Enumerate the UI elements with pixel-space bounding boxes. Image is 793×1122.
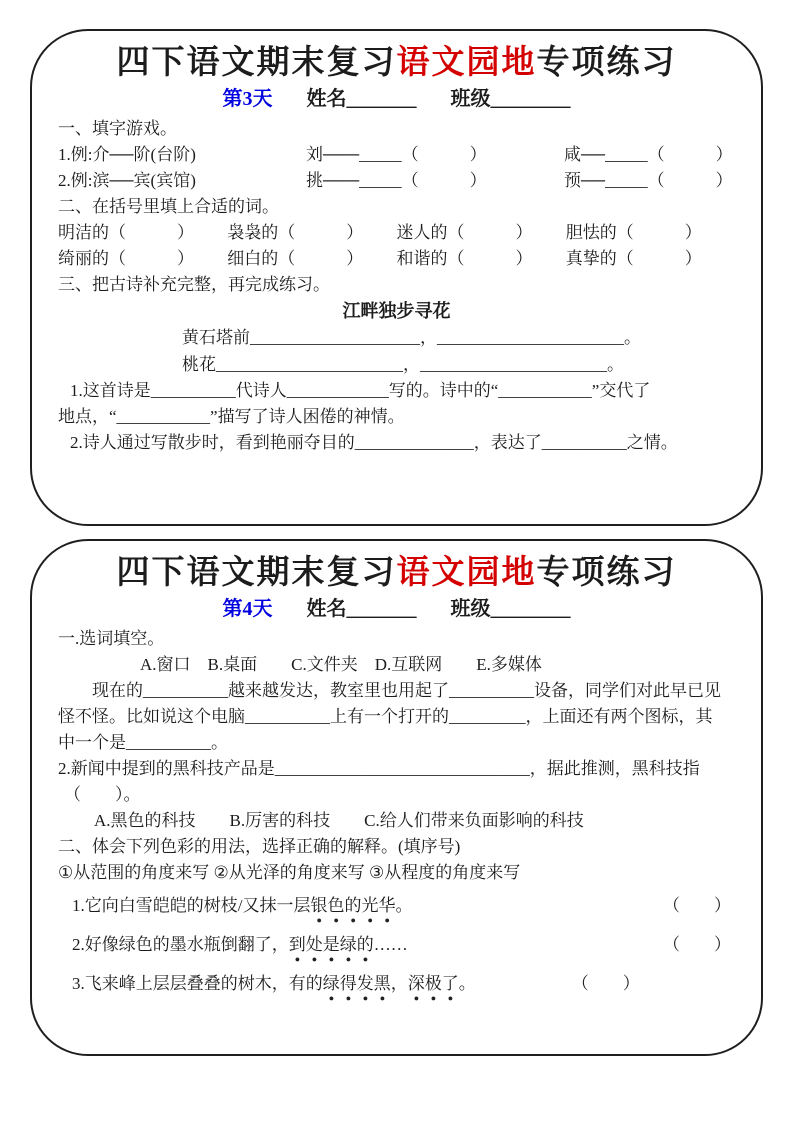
worksheet-card-day4: [30, 539, 763, 1056]
word-bank: A.窗口 B.桌面 C.文件夹 D.互联网 E.多媒体: [140, 655, 542, 674]
title-text-pre: 四下语文期末复习: [116, 555, 397, 591]
day-label: 第3天: [222, 88, 273, 110]
section2-heading: 二、在括号里填上合适的词。: [58, 197, 279, 216]
poem-line-2: 桃花______________________，______________________。: [182, 355, 624, 374]
item-text-part: 。: [458, 974, 476, 993]
class-blank: 班级________: [450, 598, 571, 620]
answer-paren: （ ）: [663, 896, 731, 915]
word-fill-cell: 细白的（ ）: [227, 249, 364, 268]
news-question-paren: （ ）。: [64, 785, 141, 804]
word-fill-cell: 胆怯的（ ）: [565, 223, 702, 242]
word-fill-cell: 绮丽的（ ）: [58, 249, 194, 268]
color-item-1: [58, 891, 735, 925]
color-item-2: [58, 930, 735, 964]
legend-line: ①从范围的角度来写 ②从光泽的角度来写 ③从程度的角度来写: [58, 863, 521, 882]
options-line: A.黑色的科技 B.厉害的科技 C.给人们带来负面影响的科技: [94, 811, 584, 830]
poem-question-2: 2.诗人通过写散步时，看到艳丽夺目的______________，表达了__________之情。: [70, 433, 678, 452]
word-fill-row-1: [58, 220, 735, 246]
fill-game-row-1: [58, 142, 735, 168]
word-fill-cell: 袅袅的（ ）: [227, 223, 364, 242]
title-text-pre: 四下语文期末复习: [116, 45, 397, 81]
item-text: [58, 891, 412, 925]
emphasis-text: 绿得发黑: [322, 974, 391, 993]
section2-heading: 二、体会下列色彩的用法，选择正确的解释。(填序号): [58, 837, 461, 856]
worksheet-card-day3: [30, 29, 763, 526]
item-text: [58, 930, 408, 964]
word-fill-row-2: [58, 246, 735, 272]
word-fill-cell: 真挚的（ ）: [565, 249, 702, 268]
example-cell: 1.例:介──阶(台阶): [58, 145, 196, 164]
answer-paren: （ ）: [571, 974, 640, 993]
item-text: [58, 969, 476, 1003]
item-text-part: 3.飞来峰上层层叠叠的树木，有的: [72, 974, 323, 993]
passage-line-1: 现在的__________越来越发达，教室里也用起了__________设备，同学们对此早已见: [92, 681, 721, 700]
section1-heading: 一、填字游戏。: [58, 119, 177, 138]
news-question-line1: 2.新闻中提到的黑科技产品是______________________________，据此推测，黑科技指: [58, 759, 700, 778]
fill-game-row-2: [58, 168, 735, 194]
poem-question-1-line1: 1.这首诗是__________代诗人____________写的。诗中的“___________”交代了: [70, 381, 651, 400]
name-blank: 姓名_______: [306, 598, 417, 620]
word-fill-cell: 和谐的（ ）: [396, 249, 533, 268]
item-text-part: 。: [395, 896, 413, 915]
answer-paren: （ ）: [663, 935, 731, 954]
example-cell: 2.例:滨──宾(宾馆): [58, 171, 196, 190]
emphasis-text: 银色的光华: [310, 896, 396, 915]
worksheet-title: [44, 43, 749, 83]
class-blank: 班级________: [450, 88, 571, 110]
word-fill-cell: 明洁的（ ）: [58, 223, 194, 242]
subtitle-row: [44, 86, 749, 113]
name-blank: 姓名_______: [306, 88, 417, 110]
title-text-post: 专项练习: [536, 555, 677, 591]
poem-line-1: 黄石塔前____________________，______________________。: [182, 328, 641, 347]
color-item-3: [58, 969, 735, 1003]
item-text-part: 1.它向白雪皑皑的树枝/又抹一层: [72, 896, 311, 915]
title-highlight: 语文园地: [396, 45, 537, 81]
question-cell: 预──_____（ ）: [564, 171, 733, 190]
title-highlight: 语文园地: [396, 555, 537, 591]
emphasis-text: 到处是绿的: [288, 935, 374, 954]
passage-line-3: 中一个是__________。: [58, 733, 228, 752]
worksheet-body-day4: [44, 623, 749, 1003]
poem-question-1-line2: 地点，“___________”描写了诗人困倦的神情。: [58, 407, 405, 426]
item-text-part: ……: [373, 935, 408, 954]
section1-heading: 一.选词填空。: [58, 629, 165, 648]
title-text-post: 专项练习: [536, 45, 677, 81]
passage-line-2: 怪不怪。比如说这个电脑__________上有一个打开的_________，上面还有两个图标，其: [58, 707, 713, 726]
question-cell: 咸──_____（ ）: [564, 145, 733, 164]
poem-title: 江畔独步寻花: [342, 301, 451, 321]
item-text-part: 2.好像绿色的墨水瓶倒翻了，: [72, 935, 289, 954]
item-text-part: ，: [390, 974, 408, 993]
section3-heading: 三、把古诗补充完整，再完成练习。: [58, 275, 330, 294]
question-cell: 刘───_____（ ）: [306, 145, 487, 164]
worksheet-title: [44, 553, 749, 593]
day-label: 第4天: [222, 598, 273, 620]
emphasis-text: 深极了: [407, 974, 459, 993]
word-fill-cell: 迷人的（ ）: [396, 223, 533, 242]
subtitle-row: [44, 596, 749, 623]
question-cell: 挑───_____（ ）: [306, 171, 487, 190]
worksheet-body-day3: [44, 113, 749, 456]
